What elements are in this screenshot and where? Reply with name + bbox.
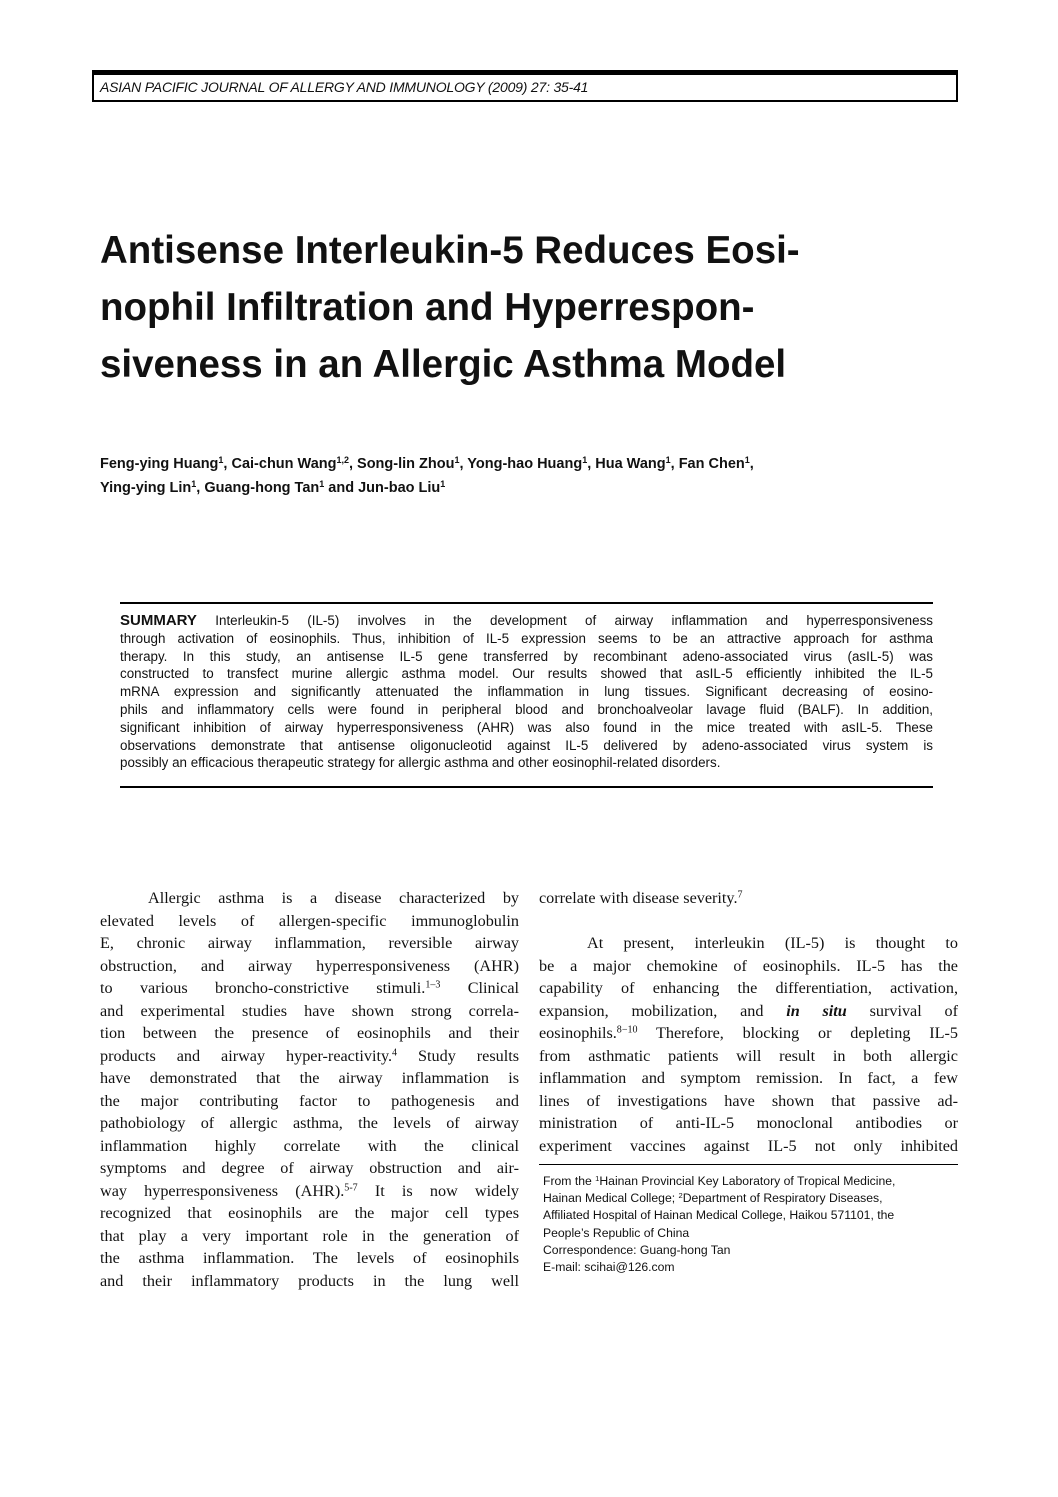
author-name: Song-lin Zhou [357,456,455,472]
body-line: that play a very important role in the generation of [100,1226,519,1245]
summary-line: possibly an efficacious therapeutic strategy for allergic asthma and other eosinophil-related disorders. [120,755,721,771]
author-affiliation: 1 [744,455,750,466]
summary-top-rule [120,602,933,604]
body-line: E, chronic airway inflammation, reversible airway [100,934,519,952]
citation-ref: 7 [737,889,743,901]
summary-line: constructed to transfect murine allergic asthma model. Our results showed that asIL-5 efficiently inhibited the IL-5 [120,666,933,682]
article-title [100,222,960,393]
author-name: Cai-chun Wang [231,456,337,472]
summary-line: through activation of eosinophils. Thus, inhibition of IL-5 expression seems to be an attractive approach for asthma [120,630,933,646]
body-line: lines of investigations have shown that passive ad- [539,1091,958,1110]
title-line: siveness in an Allergic Asthma Model [100,343,787,386]
body-line: the major contributing factor to pathogenesis and [100,1091,519,1110]
footnote-line [543,1190,958,1207]
body-line: Allergic asthma is a disease characterized by [148,889,519,907]
affiliation-footnote [543,1173,958,1276]
author-affiliation: 1 [582,455,588,466]
paragraph-gap [539,910,958,933]
footnote-text: From the [543,1174,596,1188]
author-name: Jun-bao Liu [358,480,441,496]
author-name: Fan Chen [678,456,745,472]
author-affiliation: 1 [191,479,197,490]
email: E-mail: scihai@126.com [543,1260,675,1275]
body-line: inflammation and symptom remission. In fact, a few [539,1069,958,1087]
body-line: and their inflammatory products in the lung well [100,1271,519,1290]
author-separator: , [670,456,679,472]
body-line [539,1022,958,1045]
body-line: tion between the presence of eosinophils and their [100,1024,519,1042]
author-list [100,452,960,500]
citation-ref: 5-7 [344,1181,358,1193]
summary-abstract [120,612,933,772]
body-line: ministration of anti-IL-5 monoclonal antibodies or [539,1114,958,1132]
summary-line: significant inhibition of airway hyperresponsiveness (AHR) was also found in the mice treated with asIL-5. These [120,719,933,735]
author-affiliation: 1 [440,479,446,490]
footnote-line: People’s Republic of China [543,1225,690,1240]
summary-label: SUMMARY [120,612,197,629]
author-separator: , [223,456,232,472]
summary-text: Interleukin-5 (IL-5) involves in the development of airway inflammation and hyperresponsiveness [215,613,933,628]
author-separator: , [196,480,205,496]
author-line-2 [100,476,960,500]
author-name: Yong-hao Huang [467,456,583,472]
author-name: Feng-ying Huang [100,456,219,472]
body-text: to various broncho-constrictive stimuli. [100,979,426,997]
body-text: correlate with disease severity. [539,889,738,907]
body-line [539,1000,958,1023]
body-text: eosinophils. [539,1024,617,1042]
body-line: symptoms and degree of airway obstruction and air- [100,1159,519,1177]
footnote-sup: 2 [678,1191,683,1201]
body-line: experiment vaccines against IL-5 not only inhibited [539,1136,958,1155]
body-left-column [100,887,519,1292]
body-line: recognized that eosinophils are the major cell types [100,1204,519,1222]
author-separator: , [459,456,468,472]
body-right-column [539,887,958,1157]
footnote-line [543,1173,958,1190]
body-line: obstruction, and airway hyperresponsiveness (AHR) [100,956,519,975]
author-affiliation: 1 [319,479,325,490]
body-emphasis: in situ [786,1001,847,1020]
author-name: Hua Wang [595,456,666,472]
body-line: have demonstrated that the airway inflammation is [100,1069,519,1087]
author-separator: , [348,456,358,472]
body-line: from asthmatic patients will result in both allergic [539,1046,958,1065]
author-affiliation: 1 [665,455,671,466]
body-text: It is now widely [357,1181,519,1200]
body-line [100,1180,519,1203]
body-line [539,887,958,910]
summary-line [120,612,933,630]
body-text: expansion, mobilization, and [539,1001,787,1020]
body-line: be a major chemokine of eosinophils. IL-5 has the [539,956,958,975]
citation-ref: 1–3 [425,979,441,991]
body-text: Therefore, blocking or depleting IL-5 [637,1024,958,1042]
correspondence: Correspondence: Guang-hong Tan [543,1242,731,1257]
summary-line: therapy. In this study, an antisense IL-5 gene transferred by recombinant adeno-associated virus (asIL-5) was [120,648,933,664]
body-line: pathobiology of allergic asthma, the levels of airway [100,1114,519,1132]
journal-header-box [92,70,958,102]
body-line [100,1045,519,1068]
footnote-text: Hainan Medical College; [543,1191,679,1206]
body-line: elevated levels of allergen-specific immunoglobulin [100,911,519,930]
body-text: way hyperresponsiveness (AHR). [100,1181,345,1200]
summary-line: phils and inflammatory cells were found in peripheral blood and bronchoalveolar lavage fluid (BALF). In addition, [120,701,933,717]
footnote-rule [539,1164,958,1165]
citation-ref: 8−10 [616,1024,638,1036]
body-line: capability of enhancing the differentiation, activation, [539,979,958,997]
author-separator: , [749,456,754,472]
author-affiliation: 1,2 [336,455,349,466]
author-separator: , [587,456,596,472]
author-line-1 [100,452,960,476]
author-separator: and [324,480,359,496]
author-name: Ying-ying Lin [100,480,192,496]
author-name: Guang-hong Tan [204,480,320,496]
summary-line: observations demonstrate that antisense oligonucleotid against IL-5 delivered by adeno-associated virus system is [120,737,933,753]
body-line [100,977,519,1000]
title-line: Antisense Interleukin-5 Reduces Eosi- [100,229,800,272]
journal-header: ASIAN PACIFIC JOURNAL OF ALLERGY AND IMMUNOLOGY (2009) 27: 35-41 [100,79,589,95]
footnote-line: Affiliated Hospital of Hainan Medical College, Haikou 571101, the [543,1208,895,1223]
footnote-text: Department of Respiratory Diseases, [682,1191,883,1206]
body-line: the asthma inflammation. The levels of eosinophils [100,1249,519,1267]
footnote-sup: 1 [595,1173,600,1183]
summary-line: mRNA expression and significantly attenuated the inflammation in lung tissues. Significant decreasing of eosino- [120,684,933,700]
body-text: survival of [846,1001,958,1020]
citation-ref: 4 [392,1046,398,1058]
body-text: products and airway hyper-reactivity. [100,1046,393,1065]
title-line: nophil Infiltration and Hyperrespon- [100,286,755,329]
summary-bottom-rule [120,786,933,788]
body-line: At present, interleukin (IL-5) is thought to [587,934,958,952]
footnote-text: Hainan Provincial Key Laboratory of Tropical Medicine, [599,1174,896,1188]
body-line: inflammation highly correlate with the clinical [100,1136,519,1155]
author-affiliation: 1 [218,455,224,466]
body-text: Clinical [440,979,520,997]
body-text: Study results [397,1046,520,1065]
body-line: and experimental studies have shown strong correla- [100,1001,519,1020]
author-affiliation: 1 [454,455,460,466]
